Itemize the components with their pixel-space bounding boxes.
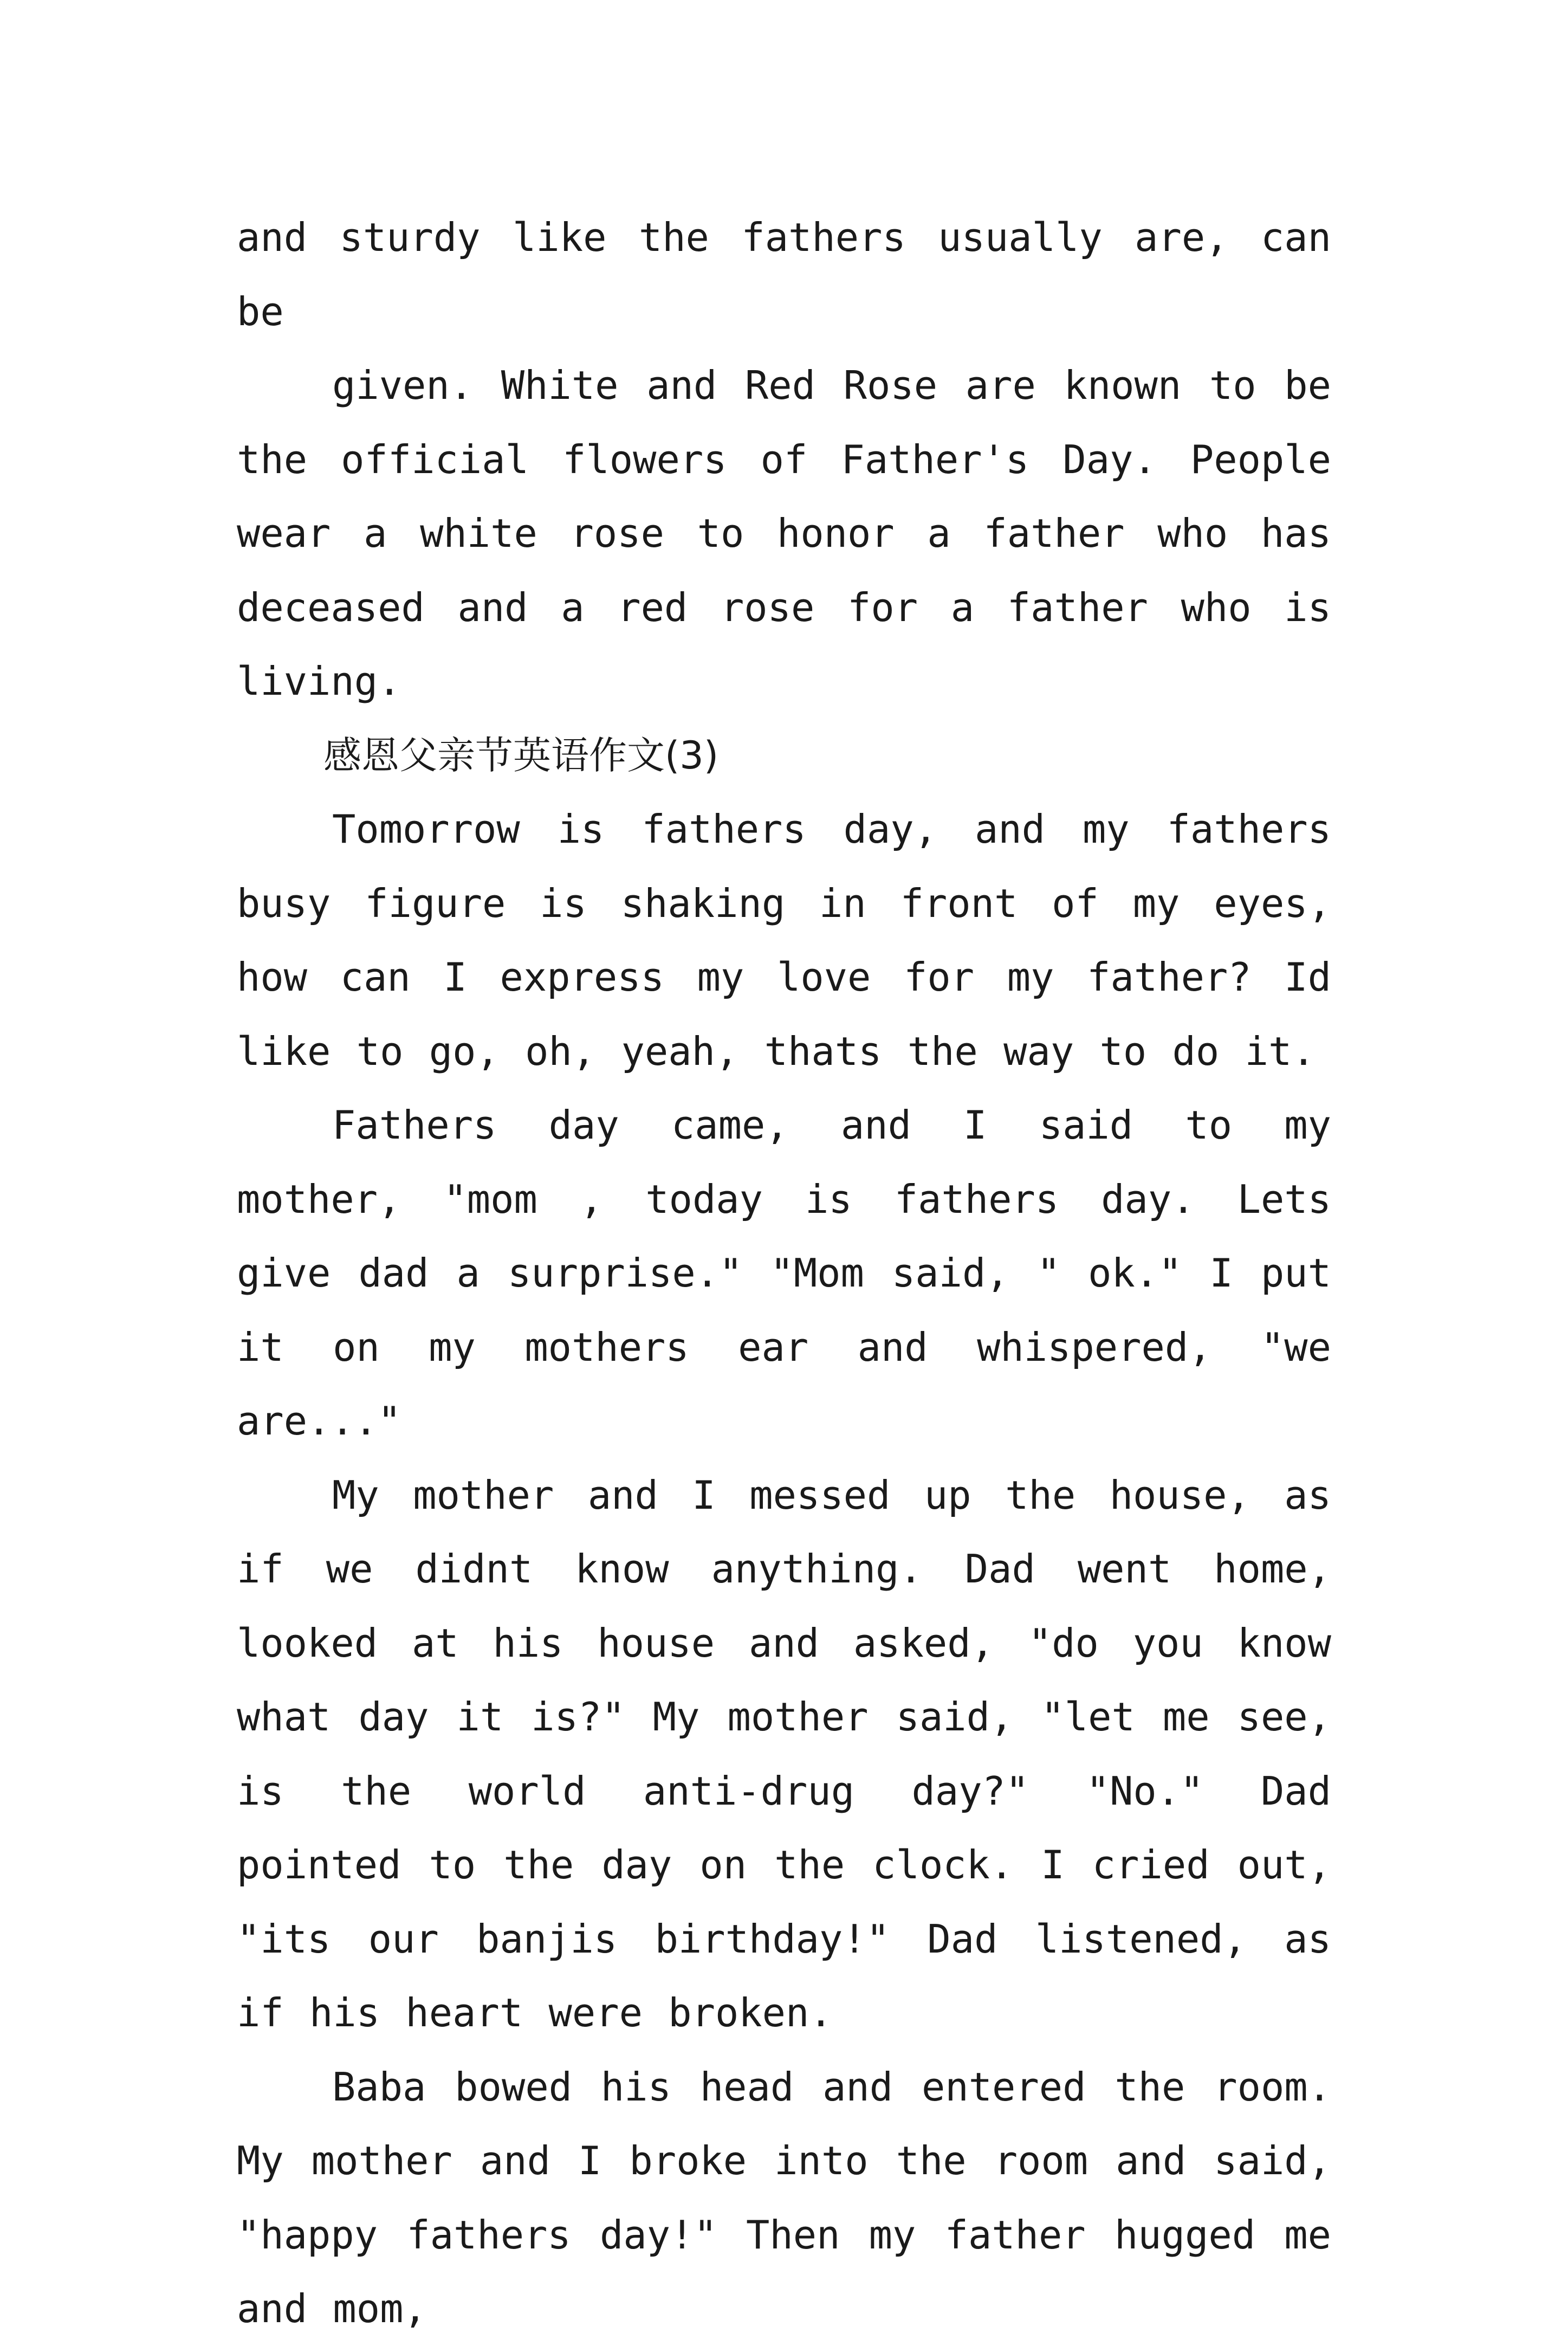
section-heading: 感恩父亲节英语作文(3) xyxy=(323,733,719,778)
paragraph-messed-up-house: My mother and I messed up the house, as if we didnt know anything. Dad went home, looked at his house and asked, "do you know what day it is?" My mother said, "let me see, is the world anti-drug day?" "No." Dad pointed to the day on the clock. I cried out, "its our banjis birthday!" Dad listened, as if his heart were broken. xyxy=(237,1472,1331,2035)
paragraph-baba-bowed: Baba bowed his head and entered the room. My mother and I broke into the room and said, "happy fathers day!" Then my father hugged me and mom, xyxy=(237,2064,1331,2331)
paragraph-fathers-day-came: Fathers day came, and I said to my mother, "mom , today is fathers day. Lets give dad a surprise." "Mom said, " ok." I put it on my mothers ear and whispered, "we are..." xyxy=(237,1102,1331,1444)
paragraph-tomorrow: Tomorrow is fathers day, and my fathers busy figure is shaking in front of my eyes, how can I express my love for my father? Id like to go, oh, yeah, thats the way to do it. xyxy=(237,806,1331,1074)
paragraph-rose-flowers: given. White and Red Rose are known to be the official flowers of Father's Day. People wear a white rose to honor a father who has deceased and a red rose for a father who is living. xyxy=(237,363,1331,704)
document-body xyxy=(237,201,1331,2346)
paragraph-continuation: and sturdy like the fathers usually are, can be xyxy=(237,215,1331,334)
